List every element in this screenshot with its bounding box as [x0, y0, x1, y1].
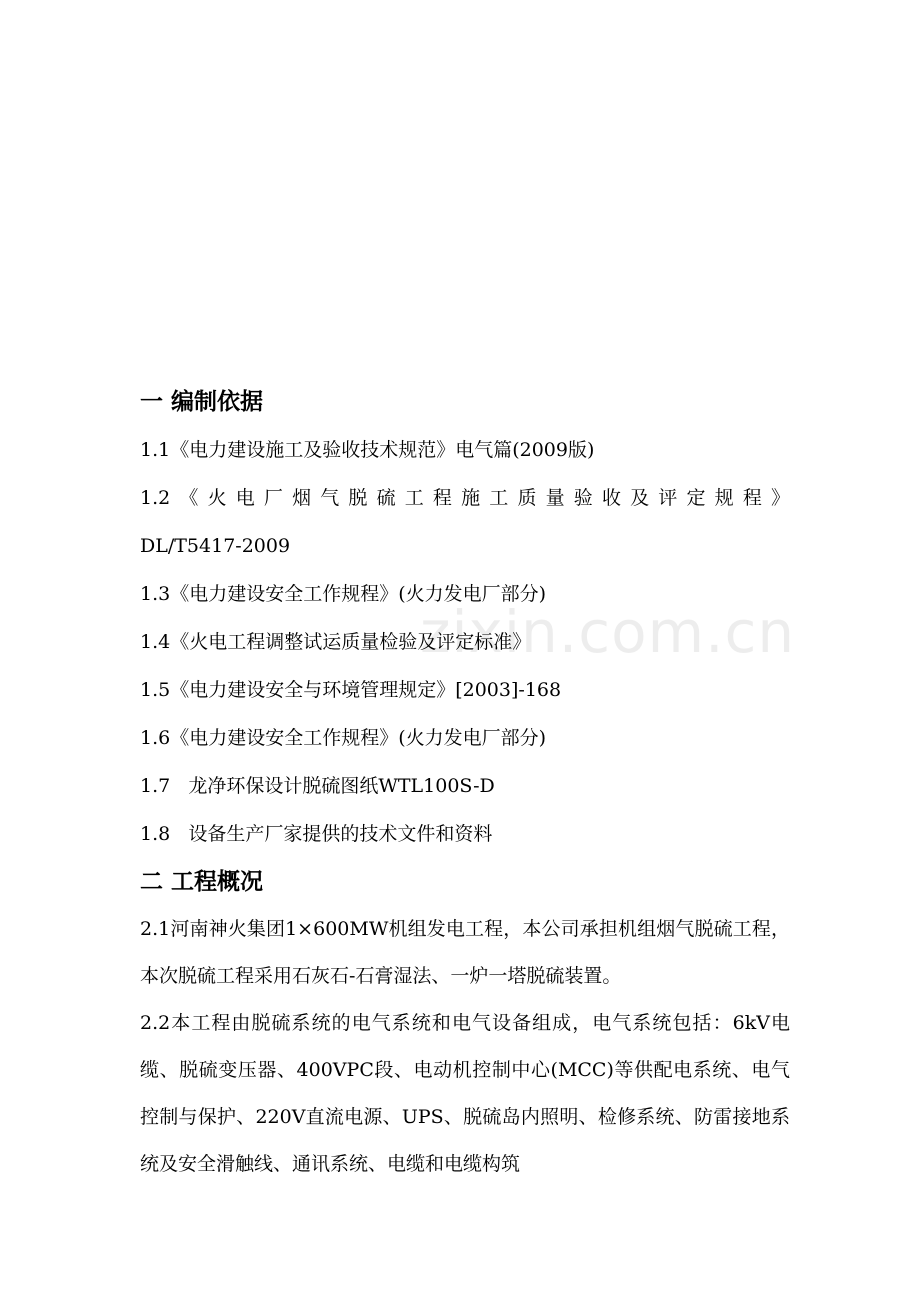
paragraph-2-1: 2.1河南神火集团1×600MW机组发电工程，本公司承担机组烟气脱硫工程，本次脱硫工程采用石灰石-石膏湿法、一炉一塔脱硫装置。	[140, 918, 790, 987]
paragraph-2-2: 2.2本工程由脱硫系统的电气系统和电气设备组成，电气系统包括：6kV电缆、脱硫变压器、400VPC段、电动机控制中心(MCC)等供配电系统、电气控制与保护、220V直流电源、UPS、脱硫岛内照明、检修系统、防雷接地系统及安全滑触线、通讯系统、电缆和电缆构筑	[140, 1012, 790, 1175]
section-heading-overview: 二 工程概况	[140, 869, 264, 895]
list-item-1-3: 1.3《电力建设安全工作规程》(火力发电厂部分)	[140, 583, 547, 605]
section-heading-basis: 一 编制依据	[140, 389, 264, 415]
list-item-1-1: 1.1《电力建设施工及验收技术规范》电气篇(2009版)	[140, 439, 595, 461]
list-item-1-5: 1.5《电力建设安全与环境管理规定》[2003]-168	[140, 679, 562, 701]
list-item-1-2: 1.2《火电厂烟气脱硫工程施工质量验收及评定规程》	[140, 487, 790, 509]
watermark: zixin.com.cn	[420, 598, 796, 666]
document-page	[140, 378, 790, 1188]
list-item-1-7: 1.7 龙净环保设计脱硫图纸WTL100S-D	[140, 775, 495, 797]
list-item-1-8: 1.8 设备生产厂家提供的技术文件和资料	[140, 823, 493, 845]
list-item-1-2-code: DL/T5417-2009	[140, 535, 291, 557]
list-item-1-4: 1.4《火电工程调整试运质量检验及评定标准》	[140, 631, 532, 653]
list-item-1-6: 1.6《电力建设安全工作规程》(火力发电厂部分)	[140, 727, 547, 749]
